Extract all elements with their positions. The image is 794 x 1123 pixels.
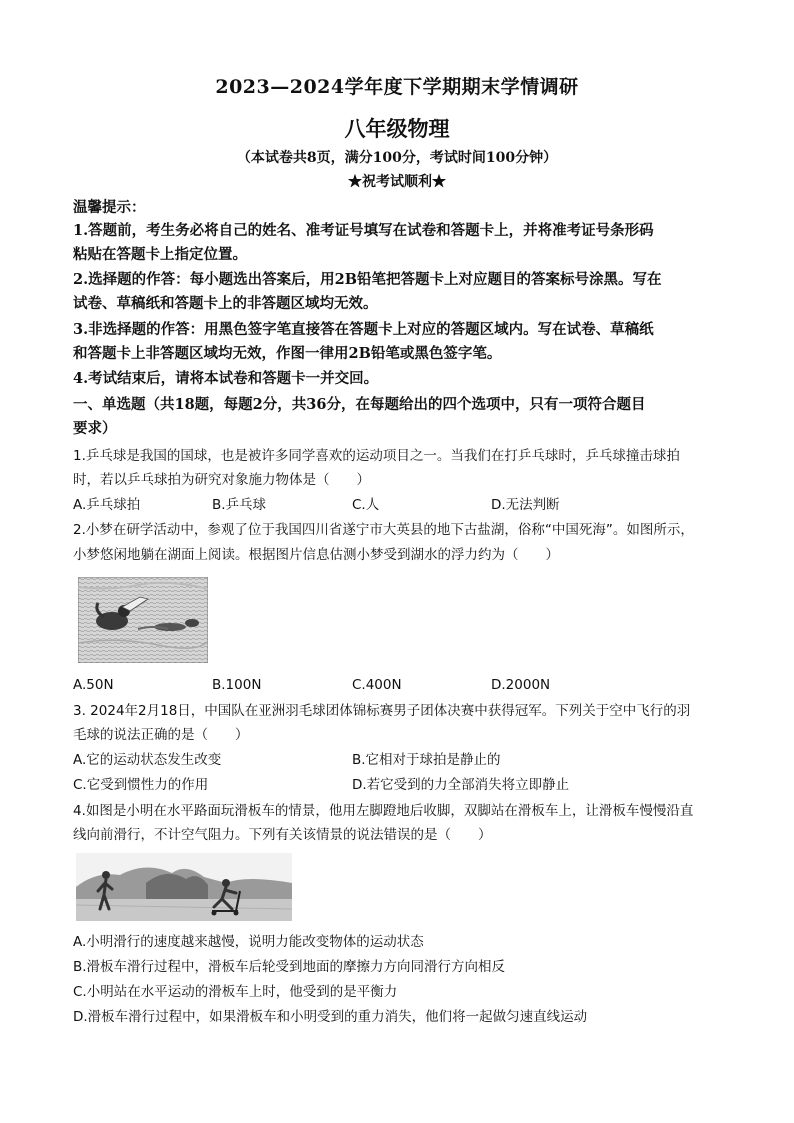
question-3-text: 3. 2024年2月18日，中国队在亚洲羽毛球团体锦标赛男子团体决赛中获得冠军。下列关于空中飞行的羽 xyxy=(73,703,691,719)
question-4-option-d: D.滑板车滑行过程中，如果滑板车和小明受到的重力消失，他们将一起做匀速直线运动 xyxy=(73,1009,588,1025)
question-1-text: 时，若以乒乓球拍为研究对象施力物体是（ ） xyxy=(73,472,370,488)
dead-sea-floating-photo xyxy=(78,577,208,663)
question-2-option-c: C.400N xyxy=(352,677,402,693)
notice-line: 3.非选择题的作答：用黑色签字笔直接答在答题卡上对应的答题区域内。写在试卷、草稿纸 xyxy=(73,321,654,338)
question-3-option-d: D.若它受到的力全部消失将立即静止 xyxy=(352,777,570,793)
notice-line: 4.考试结束后，请将本试卷和答题卡一并交回。 xyxy=(73,370,379,387)
notice-line: 试卷、草稿纸和答题卡上的非答题区域均无效。 xyxy=(73,295,378,312)
notice-heading: 温馨提示： xyxy=(73,199,146,216)
question-4-option-b: B.滑板车滑行过程中，滑板车后轮受到地面的摩擦力方向同滑行方向相反 xyxy=(73,959,506,975)
question-1-option-c: C.人 xyxy=(352,497,380,513)
question-1-text: 1.乒乓球是我国的国球，也是被许多同学喜欢的运动项目之一。当我们在打乒乓球时，乒乓球撞击球拍 xyxy=(73,448,680,464)
notice-line: 1.答题前，考生务必将自己的姓名、准考证号填写在试卷和答题卡上，并将准考证号条形码 xyxy=(73,222,654,239)
question-1-option-d: D.无法判断 xyxy=(491,497,560,513)
good-luck-line: ★祝考试顺利★ xyxy=(348,174,446,190)
notice-line: 2.选择题的作答：每小题选出答案后，用2B铅笔把答题卡上对应题目的答案标号涂黑。写在 xyxy=(73,271,662,288)
question-4-option-c: C.小明站在水平运动的滑板车上时，他受到的是平衡力 xyxy=(73,984,398,1000)
question-1-option-b: B.乒乓球 xyxy=(212,497,267,513)
question-2-option-a: A.50N xyxy=(73,677,114,693)
section-heading: 一、单选题（共18题，每题2分，共36分，在每题给出的四个选项中，只有一项符合题目 xyxy=(73,396,646,413)
section-heading-cont: 要求） xyxy=(73,420,117,437)
question-4-text: 4.如图是小明在水平路面玩滑板车的情景，他用左脚蹬地后收脚，双脚站在滑板车上，让滑板车慢慢沿直 xyxy=(73,803,694,819)
question-1-option-a: A.乒乓球拍 xyxy=(73,497,141,513)
question-2-option-d: D.2000N xyxy=(491,677,551,693)
question-3-text: 毛球的说法正确的是（ ） xyxy=(73,727,249,743)
question-4-text: 线向前滑行，不计空气阻力。下列有关该情景的说法错误的是（ ） xyxy=(73,827,492,843)
scooter-riding-photo xyxy=(76,853,292,921)
question-2-text: 2.小梦在研学活动中，参观了位于我国四川省遂宁市大英县的地下古盐湖，俗称“中国死海”。如图所示， xyxy=(73,522,694,538)
exam-info: （本试卷共8页，满分100分，考试时间100分钟） xyxy=(236,150,558,166)
exam-title: 2023—2024学年度下学期期末学情调研 xyxy=(215,76,579,98)
question-2-option-b: B.100N xyxy=(212,677,262,693)
notice-line: 和答题卡上非答题区域均无效，作图一律用2B铅笔或黑色签字笔。 xyxy=(73,345,502,362)
question-3-option-c: C.它受到惯性力的作用 xyxy=(73,777,209,793)
question-2-text: 小梦悠闲地躺在湖面上阅读。根据图片信息估测小梦受到湖水的浮力约为（ ） xyxy=(73,547,559,563)
question-3-option-b: B.它相对于球拍是静止的 xyxy=(352,752,501,768)
question-4-option-a: A.小明滑行的速度越来越慢，说明力能改变物体的运动状态 xyxy=(73,934,424,950)
notice-line: 粘贴在答题卡上指定位置。 xyxy=(73,246,247,263)
subject-title: 八年级物理 xyxy=(344,116,450,141)
question-3-option-a: A.它的运动状态发生改变 xyxy=(73,752,222,768)
